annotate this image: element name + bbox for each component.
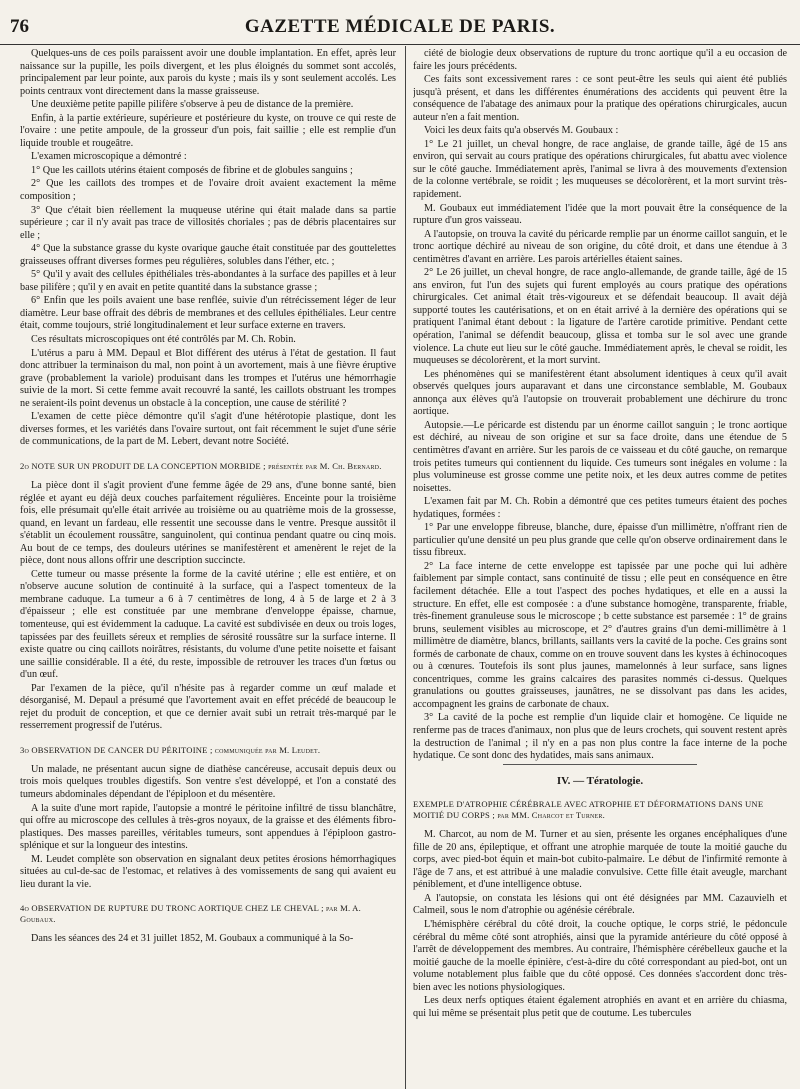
section-title: 4o OBSERVATION DE RUPTURE DU TRONC AORTIQUE CHEZ LE CHEVAL ; <box>20 903 324 914</box>
paragraph: 2° La face interne de cette enveloppe est tapissée par une poche qui lui adhère faiblement par simple contact, sans continuité de tissu ; elle peut en conséquence en être facilement détachée. Elle a tout l'aspect des poches hydatiques, et elle en a aussi la structure. En effet, elle est composée : a d'une substance homogène, transparente, friable, très-finement granuleuse sous le microscope ; b cette substance est parsemée : 1° de grains bruns, seulement visibles au microscope, et 2° d'autres grains d'un demi-millimètre à 1 millimètre de diamètre, blancs, brillants, saillants vers la cavité de la poche. Ces grains sont formés de carbonate de chaux, comme on en trouve souvent dans les kystes à échinocoques ou à cœnures. Toutefois ils sont plus jaunes, mamelonnés à leur surface, sans lignes concentriques, comme les grains calcaires des parasites nommés ci-dessus. Quelques granulations ou gouttes graisseuses, jaunâtres, ne se dissolvant pas dans les acides, accompagnent les grains de carbonate de chaux. <box>413 560 787 710</box>
paragraph: 1° Par une enveloppe fibreuse, blanche, dure, épaisse d'un millimètre, n'offrant rien de particulier qu'une densité un peu plus grande que celle qu'on observe ordinairement dans le tissu fibreux. <box>413 522 787 559</box>
paragraph: ciété de biologie deux observations de rupture du tronc aortique qu'il a eu occasion de faire les jours précédents. <box>413 48 787 72</box>
page-number: 76 <box>10 16 29 37</box>
paragraph: Par l'examen de la pièce, qu'il n'hésite pas à regarder comme un œuf malade et désorganisé, M. Depaul a présumé que l'avortement avait en effet précédé de beaucoup le rejet du produit de conception, et que ce dernier avait subi un retrait très-marqué par le resserrement progressif de l'utérus. <box>20 682 396 732</box>
paragraph: La pièce dont il s'agit provient d'une femme âgée de 29 ans, d'une bonne santé, bien réglée et ayant eu déjà deux couches parfaitement régulières. Enceinte pour la troisième fois, elle présumait qu'elle était arrivée au troisième ou au quatrième mois de la grossesse, quand, en levant un fardeau, elle ressentit une secousse dans le ventre. Presque aussitôt il s'établit un écoulement roussâtre, sanguinolent, qui continua pendant quatre ou cinq mois. Au bout de ce temps, des douleurs utérines se manifestèrent et amenèrent le rejet de la pièce, dont nous allons offrir une description succincte. <box>20 479 396 567</box>
paragraph: Les deux nerfs optiques étaient également atrophiés en avant et en arrière du chiasma, qui lui même se présentait plus petit que de coutume. Les tubercules <box>413 995 787 1019</box>
paragraph: Cette tumeur ou masse présente la forme de la cavité utérine ; elle est entière, et on n'observe aucune solution de continuité à la surface, qui a l'aspect tomenteux de la membrane caduque. La tumeur a 6 à 7 centimètres de long, 4 à 5 de large et 2 à 3 d'épaisseur ; elle est constituée par une membrane d'enveloppe épaisse, charnue, tomenteuse, qui est évidemment la caduque. La cavité est subdivisée en deux ou trois loges, tapissées par des feuillets séreux et remplies de sérosité roussâtre sur la surface interne. Il existe quatre ou cinq caillots noirâtres, résistants, du volume d'une petite noisette et faisant une saillie considérable. Il a été, du reste, impossible de retrouver les traces d'un fœtus ou d'un œuf. <box>20 568 396 681</box>
paragraph: Ces faits sont excessivement rares : ce sont peut-être les seuls qui aient été publiés jusqu'à présent, et dans les différentes énumérations des accidents qui peuvent être la conséquence de l'abatage des animaux pour la pratique des opérations chirurgicales, aucun auteur n'en a fait mention. <box>413 74 787 123</box>
paragraph: 6° Enfin que les poils avaient une base renflée, suivie d'un rétrécissement léger de leur diamètre. Leur base offrait des débris de membranes et des cellules épithéliales. Leur centre était, comme toujours, strié longitudinalement et leur surface externe en travers. <box>20 295 396 332</box>
section-author: par M. A. Goubaux. <box>20 903 361 925</box>
paragraph: A la suite d'une mort rapide, l'autopsie a montré le péritoine infiltré de tissu blanchâtre, qui offre au microscope des cellules à très-gros noyaux, de la graisse et des éléments fibro-plastiques. Des masses pareilles, véritables tumeurs, sont appendues à l'épiploon gastro-splénique et sur la longueur des intestins. <box>20 802 396 852</box>
chapter-heading: IV. — Tératologie. <box>556 774 644 787</box>
paragraph: Autopsie.—Le péricarde est distendu par un énorme caillot sanguin ; le tronc aortique est déchiré, au niveau de son origine et sur sa face droite, dans une étendue de 5 centimètres d'avant en arrière. Sur les parois de ce vaisseau et du côté gauche, on remarque trois petites tumeurs qui contiennent du liquide. Ces tumeurs sont inégales en volume : la plus volumineuse est grosse comme une petite noix, et les deux autres comme de petites noisettes. <box>413 419 787 494</box>
section-heading <box>413 799 787 821</box>
paragraph: Enfin, à la partie extérieure, supérieure et postérieure du kyste, on trouve ce qui reste de l'ovaire : une petite ampoule, de la grosseur d'un pois, fait saillie ; elle est remplie d'un liquide trouble et rougeâtre. <box>20 112 396 149</box>
section-author: communiquée par M. Leudet. <box>214 744 321 755</box>
section-title: 3o OBSERVATION DE CANCER DU PÉRITOINE ; <box>20 744 213 755</box>
paragraph: 4° Que la substance grasse du kyste ovarique gauche était constituée par des gouttelettes graisseuses offrant diverses formes peu régulières, solubles dans l'éther, etc. ; <box>20 243 396 267</box>
paragraph: Voici les deux faits qu'a observés M. Goubaux : <box>424 125 619 137</box>
paragraph: Quelques-uns de ces poils paraissent avoir une double implantation. En effet, après leur naissance sur la pupille, les poils divergent, et les plus éloignés du sommet sont accolés, principalement par leur pointe, aux parois du kyste ; mais ils y sont seulement accolés. Les points centraux vont directement dans la masse graisseuse. <box>20 48 396 97</box>
paragraph: M. Charcot, au nom de M. Turner et au sien, présente les organes encéphaliques d'une fille de 20 ans, épileptique, et offrant une atrophie marquée de toute la moitié gauche du corps, avec pied-bot équin et main-bot cubito-palmaire. Le début de l'infirmité remonte à l'âge de 7 ans, et est attribué à une maladie convulsive. Cette fille était aveugle, marchant péniblement, et d'une intelligence obtuse. <box>413 829 787 891</box>
paragraph: 2° Le 26 juillet, un cheval hongre, de race anglo-allemande, de grande taille, âgé de 15 ans environ, fut l'un des sujets qui furent employés au cours pratique des opérations chirurgicales. Cet animal était très-vigoureux et se défendait beaucoup. Il avait déjà supporté toutes les cautérisations, et on en était arrivé à la dernière des opérations qui se pratiquent l'animal étant debout : la ligature de l'artère carotide primitive. Pendant cette opération, l'animal se défendit beaucoup, glissa et tomba sur le sol avec une grande violence. La chute eut lieu sur le côté gauche. Immédiatement après, le cheval se roidit, les muqueuses se décolorèrent, et la mort survint. <box>413 267 787 367</box>
running-title: GAZETTE MÉDICALE DE PARIS. <box>244 16 556 37</box>
section-heading <box>20 903 396 925</box>
paragraph: L'utérus a paru à MM. Depaul et Blot différent des utérus à l'état de gestation. Il faut donc attribuer la terminaison du mal, non point à un avortement, mais à une fièvre éruptive grave (probablement la variole) produisant dans les trompes et l'utérus une hémorrhagie suivie de la mort. Si cette femme avait recouvré la santé, les caillots obstruant les trompes ne seraient-ils point devenus un obstacle à la conception, une cause de stérilité ? <box>20 347 396 409</box>
right-column <box>413 48 787 1089</box>
paragraph: Une deuxième petite papille pilifère s'observe à peu de distance de la première. <box>31 99 354 111</box>
section-heading <box>20 745 396 756</box>
column-rule <box>405 46 406 1089</box>
section-author: par MM. Charcot et Turner. <box>497 810 605 821</box>
section-title: EXEMPLE D'ATROPHIE CÉRÉBRALE AVEC ATROPHIE ET DÉFORMATIONS DANS UNE MOITIÉ DU CORPS ; <box>413 799 764 821</box>
paragraph: 2° Que les caillots des trompes et de l'ovaire droit avaient exactement la même composition ; <box>20 178 396 203</box>
paragraph: L'hémisphère cérébral du côté droit, la couche optique, le corps strié, le pédoncule cérébral du même côté sont atrophiés, ainsi que la pyramide antérieure du côté opposé à l'arrêt de développement des membres. Au contraire, l'hémisphère cérébelleux gauche et la moitié gauche de la moelle épinière, c'est-à-dire du côté correspondant au pied-bot, ont un volume notablement plus faible que du côté opposé. Ces données s'accordent donc très-bien avec les notions physiologiques. <box>413 919 787 993</box>
paragraph: 3° Que c'était bien réellement la muqueuse utérine qui était malade dans sa partie supérieure ; car il n'y avait pas trace de villosités choriales ; pas de débris placentaires sur elle ; <box>20 204 396 241</box>
section-title: 2o NOTE SUR UN PRODUIT DE LA CONCEPTION MORBIDE ; <box>20 460 266 471</box>
paragraph: L'examen fait par M. Ch. Robin a démontré que ces petites tumeurs étaient des poches hydatiques, formées : <box>413 496 787 520</box>
paragraph: A l'autopsie, on trouva la cavité du péricarde remplie par un énorme caillot sanguin, et le tronc aortique déchiré au niveau de son origine, du côté droit, et dans une étendue à 3 centimètres d'avant en arrière. Les parois artérielles étaient saines. <box>413 228 787 265</box>
page-header <box>0 0 800 45</box>
divider <box>503 764 697 765</box>
paragraph: M. Leudet complète son observation en signalant deux petites érosions hémorrhagiques situées au cul-de-sac de l'estomac, et relatives à des vomissements de sang qui avaient eu lieu durant la vie. <box>20 853 396 890</box>
paragraph: M. Goubaux eut immédiatement l'idée que la mort pouvait être la conséquence de la rupture d'un gros vaisseau. <box>413 202 787 227</box>
paragraph: L'examen de cette pièce démontre qu'il s'agit d'une hétérotopie plastique, dont les diverses formes, et les variétés dans l'ovaire surtout, ont fait récemment le sujet d'une série de communications, de la part de M. Lebert, devant notre Société. <box>20 411 396 448</box>
paragraph: L'examen microscopique a démontré : <box>31 151 187 163</box>
paragraph: 3° La cavité de la poche est remplie d'un liquide clair et homogène. Ce liquide ne renferme pas de traces d'animaux, non plus que de leurs crochets, qui souvent restent après la destruction de l'animal ; il n'y en a pas non plus contre la face interne de la poche hydatique. Ce sont donc des hydatides, mais sans animaux. <box>413 712 787 762</box>
paragraph: A l'autopsie, on constata les lésions qui ont été désignées par MM. Cazauvielh et Calmeil, sous le nom d'atrophie ou agénésie cérébrale. <box>413 892 787 917</box>
paragraph: Les phénomènes qui se manifestèrent étant absolument identiques à ceux qu'il avait observés quelques jours auparavant et dans une circonstance semblable, M. Goubaux annonça aux élèves qu'à l'autopsie on trouverait probablement une déchirure du tronc aortique. <box>413 368 787 418</box>
paragraph: Ces résultats microscopiques ont été contrôlés par M. Ch. Robin. <box>31 334 296 346</box>
section-author: présentée par M. Ch. Bernard. <box>268 460 382 471</box>
left-column <box>20 48 396 1089</box>
paragraph: 5° Qu'il y avait des cellules épithéliales très-abondantes à la surface des papilles et à leur base pilifère ; qu'il y en avait en petite quantité dans la substance grasse ; <box>20 269 396 293</box>
paragraph: 1° Le 21 juillet, un cheval hongre, de race anglaise, de grande taille, âgé de 15 ans environ, qui servait au cours pratique des opérations chirurgicales, fut abattu avec violence sur le côté gauche. Immédiatement après, l'animal se livra à des mouvements d'extension de la colonne vertébrale, se roidit ; les muqueuses se décolorèrent, et la mort survint très-rapidement. <box>413 138 787 201</box>
paragraph: Dans les séances des 24 et 31 juillet 1852, M. Goubaux a communiqué à la So- <box>31 933 354 945</box>
section-heading <box>20 461 396 472</box>
paragraph: Un malade, ne présentant aucun signe de diathèse cancéreuse, accusait depuis deux ou trois mois quelques troubles digestifs. Son ventre s'est développé, et l'on a constaté des tumeurs abdominales dépendant de l'épiploon et du mésentère. <box>20 763 396 800</box>
paragraph: 1° Que les caillots utérins étaient composés de fibrine et de globules sanguins ; <box>31 164 353 176</box>
